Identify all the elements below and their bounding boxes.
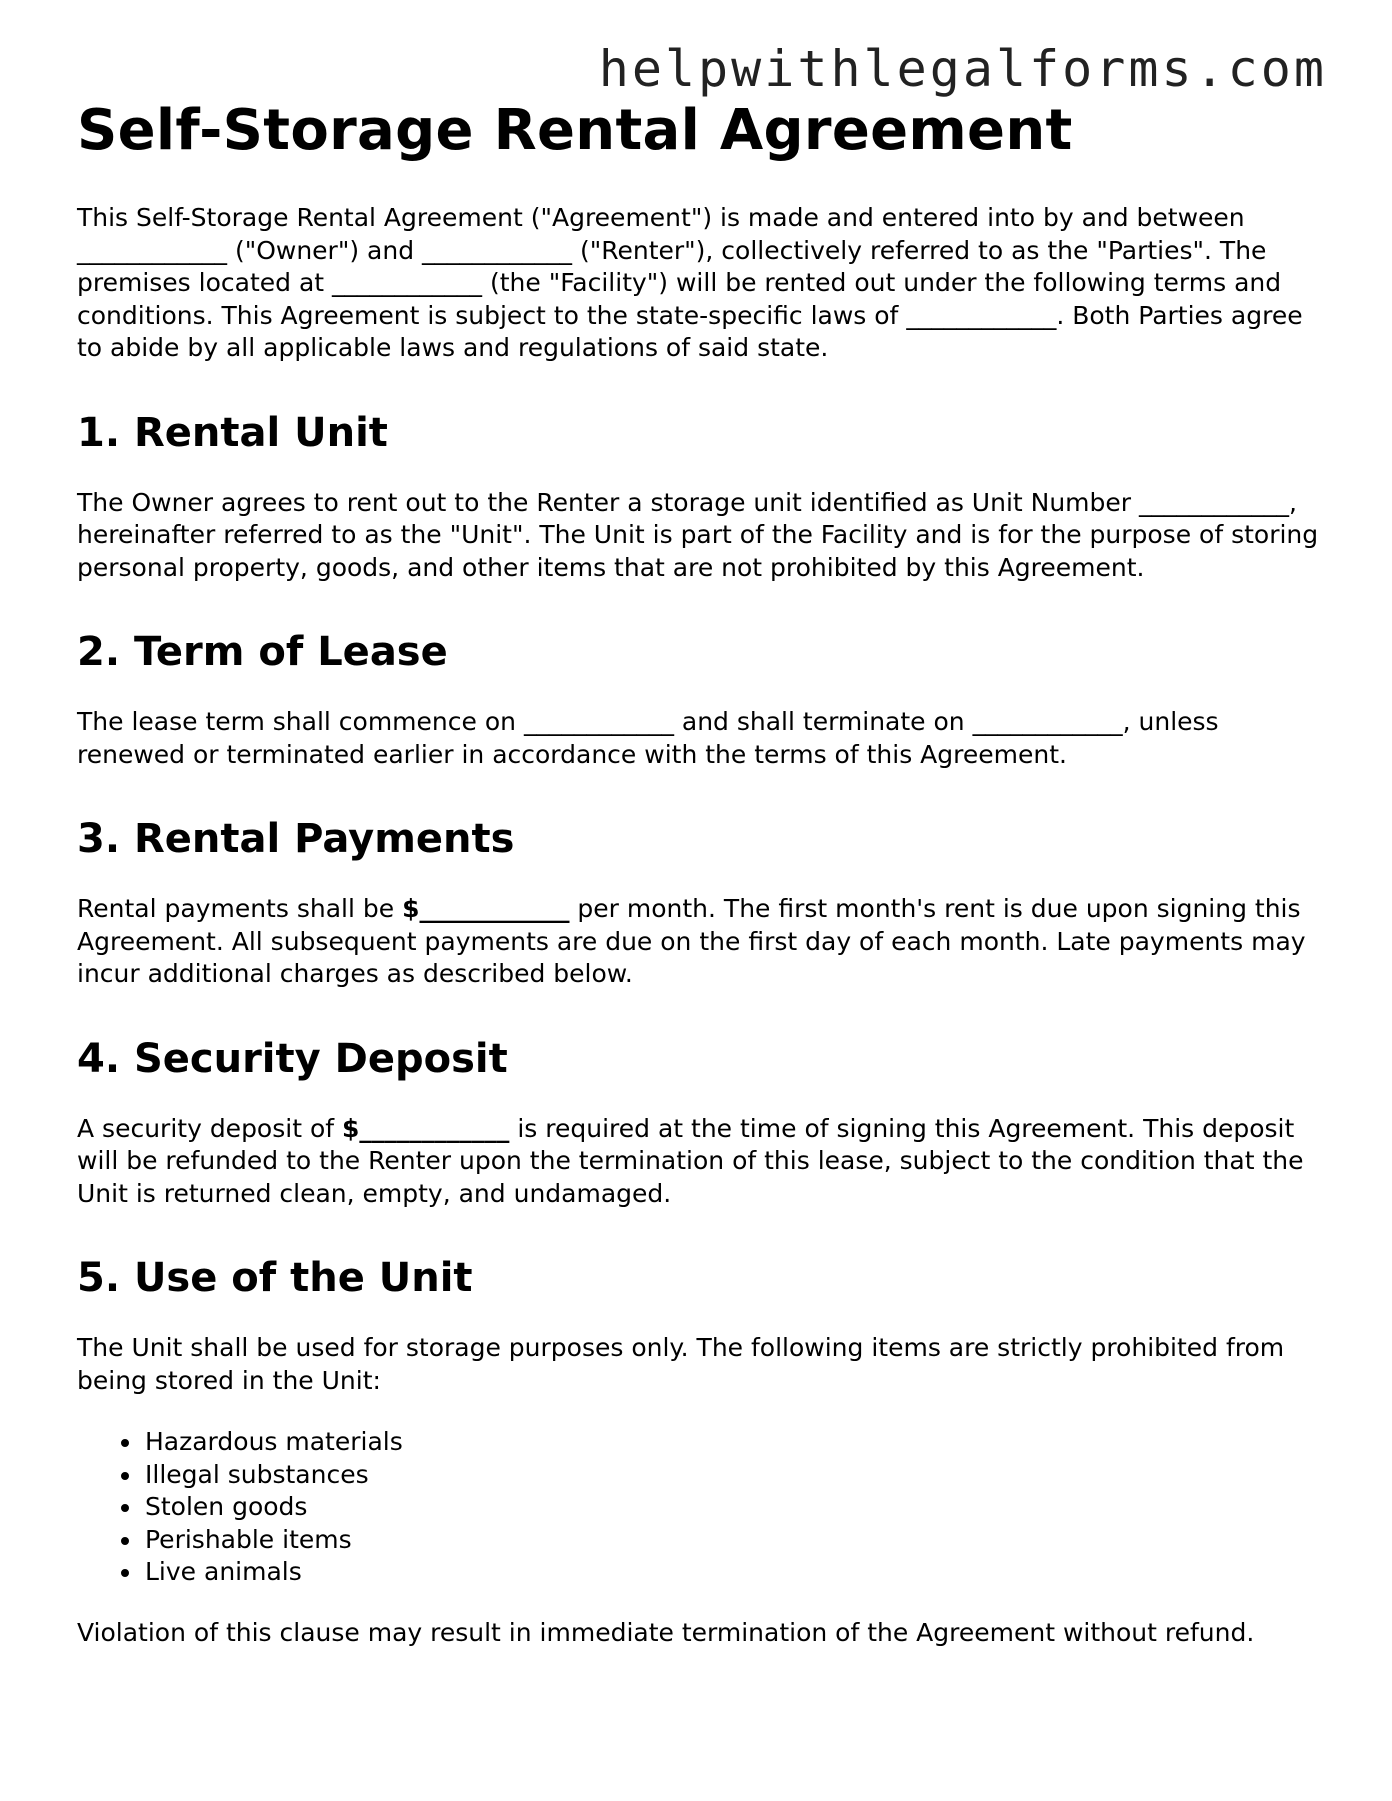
section-paragraph	[77, 1113, 1327, 1211]
section-paragraph: The Unit shall be used for storage purposes only. The following items are strictly prohibited from being stored in the Unit:	[77, 1333, 1285, 1395]
list-item: • Illegal substances	[143, 1459, 1327, 1492]
end-date-blank[interactable]: ____________	[972, 707, 1123, 736]
premises-blank[interactable]: ____________	[332, 268, 483, 297]
state-blank[interactable]: ____________	[906, 300, 1057, 330]
intro-text: ("Renter"), collectively referred to as the "Parties". The premises located at	[77, 235, 1267, 297]
section-term-of-lease	[77, 628, 1327, 771]
prohibited-items-list	[77, 1426, 1327, 1589]
document-title: Self-Storage Rental Agreement	[77, 98, 1073, 163]
section-rental-unit	[77, 409, 1327, 585]
document-page	[77, 98, 1327, 1649]
site-watermark: helpwithlegalforms.com	[598, 40, 1327, 98]
list-item: • Stolen goods	[143, 1491, 1327, 1524]
section-security-deposit	[77, 1035, 1327, 1211]
section-text: and shall terminate on	[673, 707, 973, 736]
section-use-of-unit	[77, 1254, 1327, 1649]
section-rental-payments	[77, 815, 1327, 991]
section-text: The Owner agrees to rent out to the Renter a storage unit identified as Unit Number	[77, 487, 1140, 517]
intro-text: . Both Parties agree to abide by all applicable laws and regulations of said state.	[77, 300, 1303, 362]
intro-text: (the "Facility") will be rented out under the following terms and conditions. This Agreement is subject to the state-specific laws of	[77, 268, 1282, 330]
section-text: per month. The first month's rent is due upon signing this Agreement. All subsequent payments are due on the first day of each month. Late payments may incur additional charges as described below.	[77, 894, 1306, 988]
section-text: The lease term shall commence on	[77, 707, 524, 736]
section-text: is required at the time of signing this Agreement. This deposit will be refunded to the Renter upon the termination of this lease, subject to the condition that the Unit is returned clean, empty, and undamaged.	[77, 1113, 1304, 1208]
section-text: , unless renewed or terminated earlier in accordance with the terms of this Agreement.	[77, 707, 1219, 769]
section-heading: 5. Use of the Unit	[77, 1255, 473, 1301]
section-paragraph	[77, 706, 1327, 771]
list-item: • Perishable items	[143, 1524, 1327, 1557]
section-paragraph	[77, 487, 1327, 585]
section-heading: 1. Rental Unit	[77, 409, 388, 456]
intro-text: ("Owner") and	[227, 235, 423, 265]
owner-blank[interactable]: ____________	[77, 235, 227, 265]
section-heading: 2. Term of Lease	[77, 629, 448, 675]
list-item: • Live animals	[143, 1556, 1327, 1589]
section-text: Rental payments shall be	[77, 894, 403, 923]
section-text: , hereinafter referred to as the "Unit". The Unit is part of the Facility and is for the purpose of storing personal property, goods, and other items that are not prohibited by this Agreement.	[77, 487, 1319, 582]
renter-blank[interactable]: ____________	[422, 235, 573, 265]
intro-text: This Self-Storage Rental Agreement ("Agreement") is made and entered into by and between	[77, 203, 1245, 232]
rent-amount-blank[interactable]: $____________	[402, 894, 570, 923]
intro-paragraph	[77, 202, 1327, 365]
section-heading: 4. Security Deposit	[77, 1035, 508, 1082]
section-paragraph	[77, 893, 1327, 991]
start-date-blank[interactable]: ____________	[523, 707, 674, 736]
section-heading: 3. Rental Payments	[77, 816, 515, 862]
list-item: • Hazardous materials	[143, 1426, 1327, 1459]
unit-number-blank[interactable]: ____________	[1139, 487, 1290, 517]
deposit-amount-blank[interactable]: $____________	[342, 1113, 510, 1143]
section-text: A security deposit of	[77, 1113, 342, 1143]
closing-paragraph: Violation of this clause may result in immediate termination of the Agreement without refund.	[77, 1617, 1255, 1647]
